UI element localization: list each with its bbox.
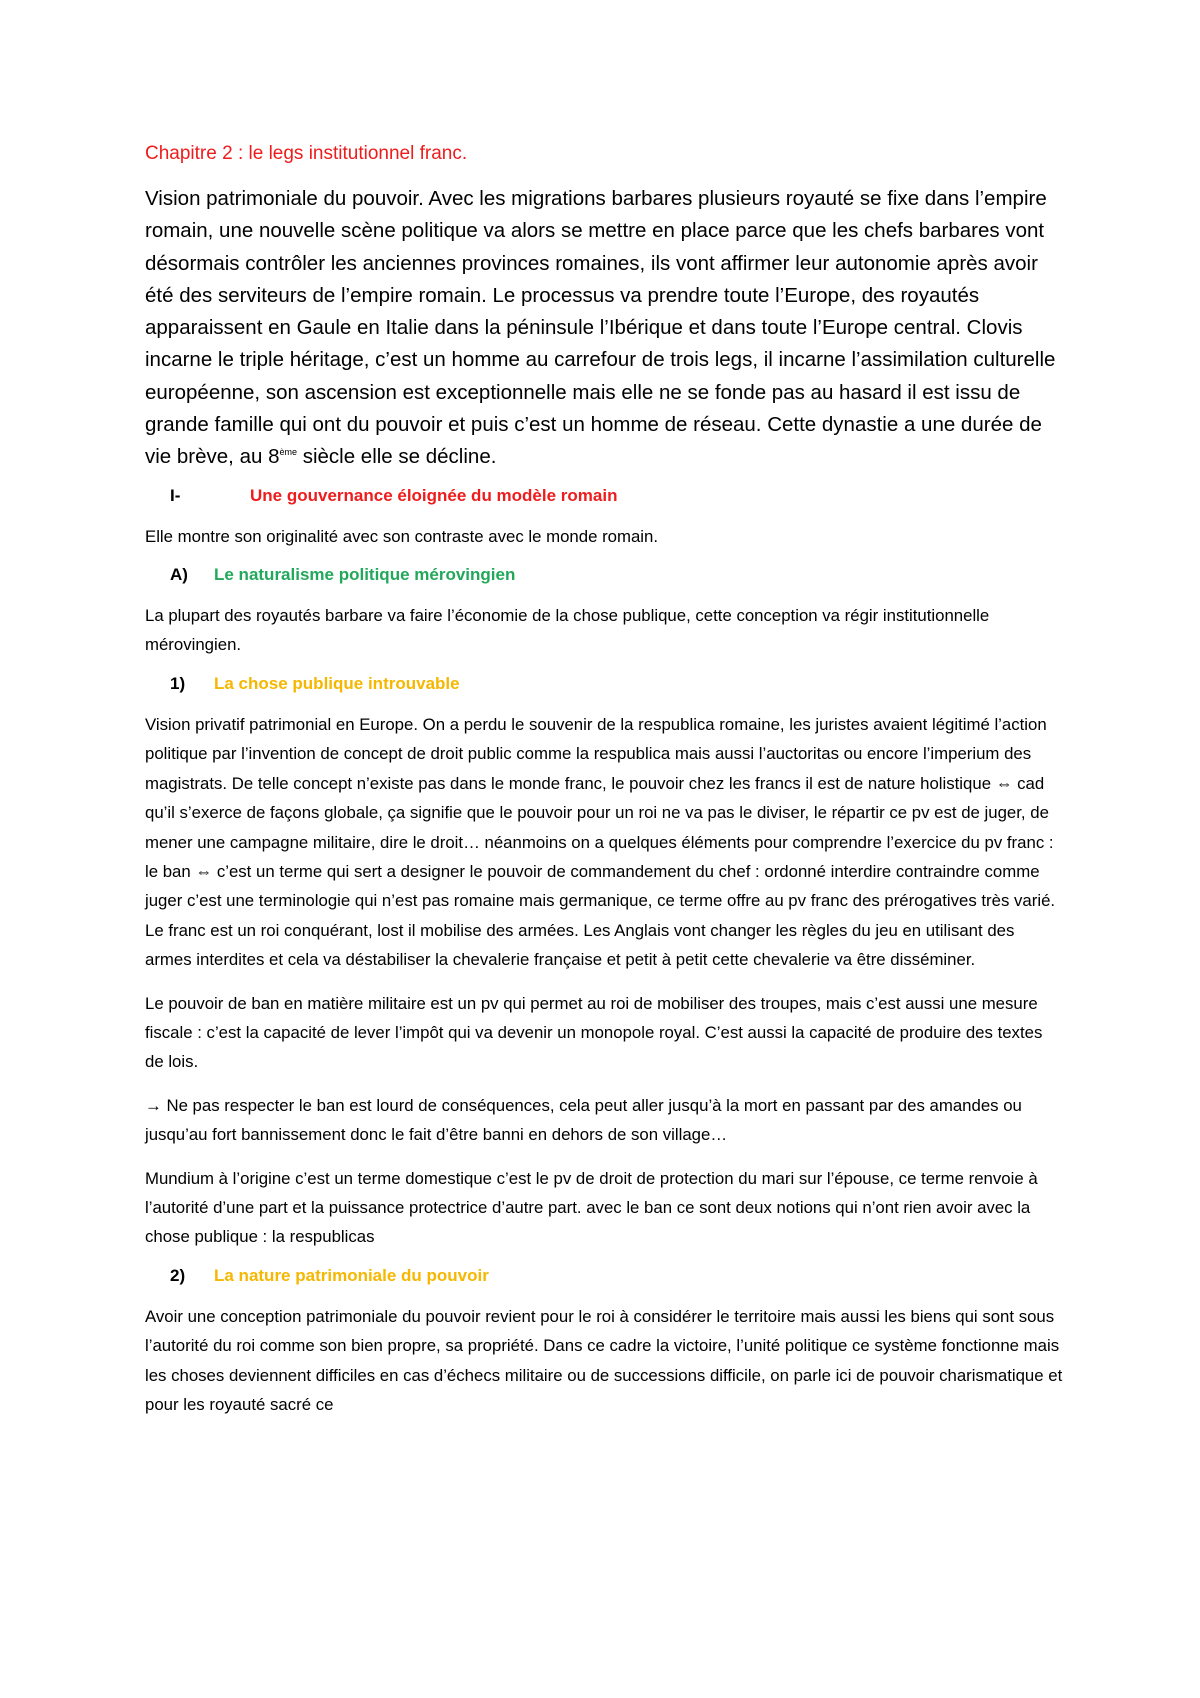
paragraph-1: Elle montre son originalité avec son contraste avec le monde romain. xyxy=(145,526,659,546)
subheading-title: La chose publique introuvable xyxy=(214,673,460,693)
subsection-heading-a xyxy=(145,565,1065,585)
section-heading-1 xyxy=(145,486,1065,506)
subheading-number: 2) xyxy=(170,1265,186,1285)
subheading-2 xyxy=(145,1266,1065,1286)
paragraph-3: Vision privatif patrimonial en Europe. On a perdu le souvenir de la respublica romaine, les juristes avaient légitimé l’action politique par l’invention de concept de droit public comme la respublica mais aussi l’auctoritas ou encore l’imperium des magistrats. De telle concept n’existe pas dans le monde franc, le pouvoir chez les francs il est de nature holistique ⇔ cad qu’il s’exerce de façons globale, ça signifie que le pouvoir pour un roi ne va pas le diviser, le répartir ce pv est de juger, de mener une campagne militaire, dire le droit… néanmoins on a quelques éléments pour comprendre l’exercice du pv franc : le ban ⇔ c’est un terme qui sert a designer le pouvoir de commandement du chef : ordonné interdire contraindre comme juger c’est une terminologie qui n’est pas romaine mais germanique, ce terme offre au pv franc des prérogatives très varié. Le franc est un roi conquérant, lost il mobilise des armées. Les Anglais vont changer les règles du jeu en utilisant des armes interdites et cela va déstabiliser la chevalerie française et petit à petit cette chevalerie va être disséminer. xyxy=(145,714,1056,970)
section-number: I- xyxy=(170,485,181,505)
paragraph-4: Le pouvoir de ban en matière militaire est un pv qui permet au roi de mobiliser des troupes, mais c’est aussi une mesure fiscale : c’est la capacité de lever l’impôt qui va devenir un monopole royal. C’est aussi la capacité de produire des textes de lois. xyxy=(145,993,1043,1072)
paragraph-6: Mundium à l’origine c’est un terme domestique c’est le pv de droit de protection du mari sur l’épouse, ce terme renvoie à l’autorité d’une part et la puissance protectrice d’autre part. avec le ban ce sont deux notions qui n’ont rien avoir avec la chose publique : la respublicas xyxy=(145,1168,1038,1247)
subheading-number: 1) xyxy=(170,673,186,693)
paragraph-5: → Ne pas respecter le ban est lourd de conséquences, cela peut aller jusqu’à la mort en passant par des amandes ou jusqu’au fort bannissement donc le fait d’être banni en dehors de son village… xyxy=(145,1095,1022,1145)
paragraph-7: Avoir une conception patrimoniale du pouvoir revient pour le roi à considérer le territoire mais aussi les biens qui sont sous l’autorité du roi comme son bien propre, sa propriété. Dans ce cadre la victoire, l’unité politique ce système fonctionne mais les choses deviennent difficiles en cas d’échecs militaire ou de successions difficile, on parle ici de pouvoir charismatique et pour les royauté sacré ce xyxy=(145,1306,1063,1415)
intro-superscript: ème xyxy=(279,447,297,458)
intro-paragraph xyxy=(145,183,1065,474)
document-page xyxy=(145,143,1065,1433)
chapter-title: Chapitre 2 : le legs institutionnel franc. xyxy=(145,143,468,164)
section-title: Une gouvernance éloignée du modèle romain xyxy=(250,485,618,505)
intro-text-a: Vision patrimoniale du pouvoir. Avec les migrations barbares plusieurs royauté se fixe dans l’empire romain, une nouvelle scène politique va alors se mettre en place parce que les chefs barbares vont désormais contrôler les anciennes provinces romaines, ils vont affirmer leur autonomie après avoir été des serviteurs de l’empire romain. Le processus va prendre toute l’Europe, des royautés apparaissent en Gaule en Italie dans la péninsule l’Ibérique et dans toute l’Europe central. Clovis incarne le triple héritage, c’est un homme au carrefour de trois legs, il incarne l’assimilation culturelle européenne, son ascension est exceptionnelle mais elle ne se fonde pas au hasard il est issu de grande famille qui ont du pouvoir et puis c’est un homme de réseau. Cette dynastie a une durée de vie brève, au 8 xyxy=(145,187,1056,469)
intro-text-b: siècle elle se décline. xyxy=(297,445,497,469)
subheading-title: La nature patrimoniale du pouvoir xyxy=(214,1265,489,1285)
subsection-title: Le naturalisme politique mérovingien xyxy=(214,565,516,585)
subsection-number: A) xyxy=(170,565,188,585)
paragraph-2: La plupart des royautés barbare va faire l’économie de la chose publique, cette conception va régir institutionnelle mérovingien. xyxy=(145,606,990,655)
subheading-1 xyxy=(145,674,1065,694)
